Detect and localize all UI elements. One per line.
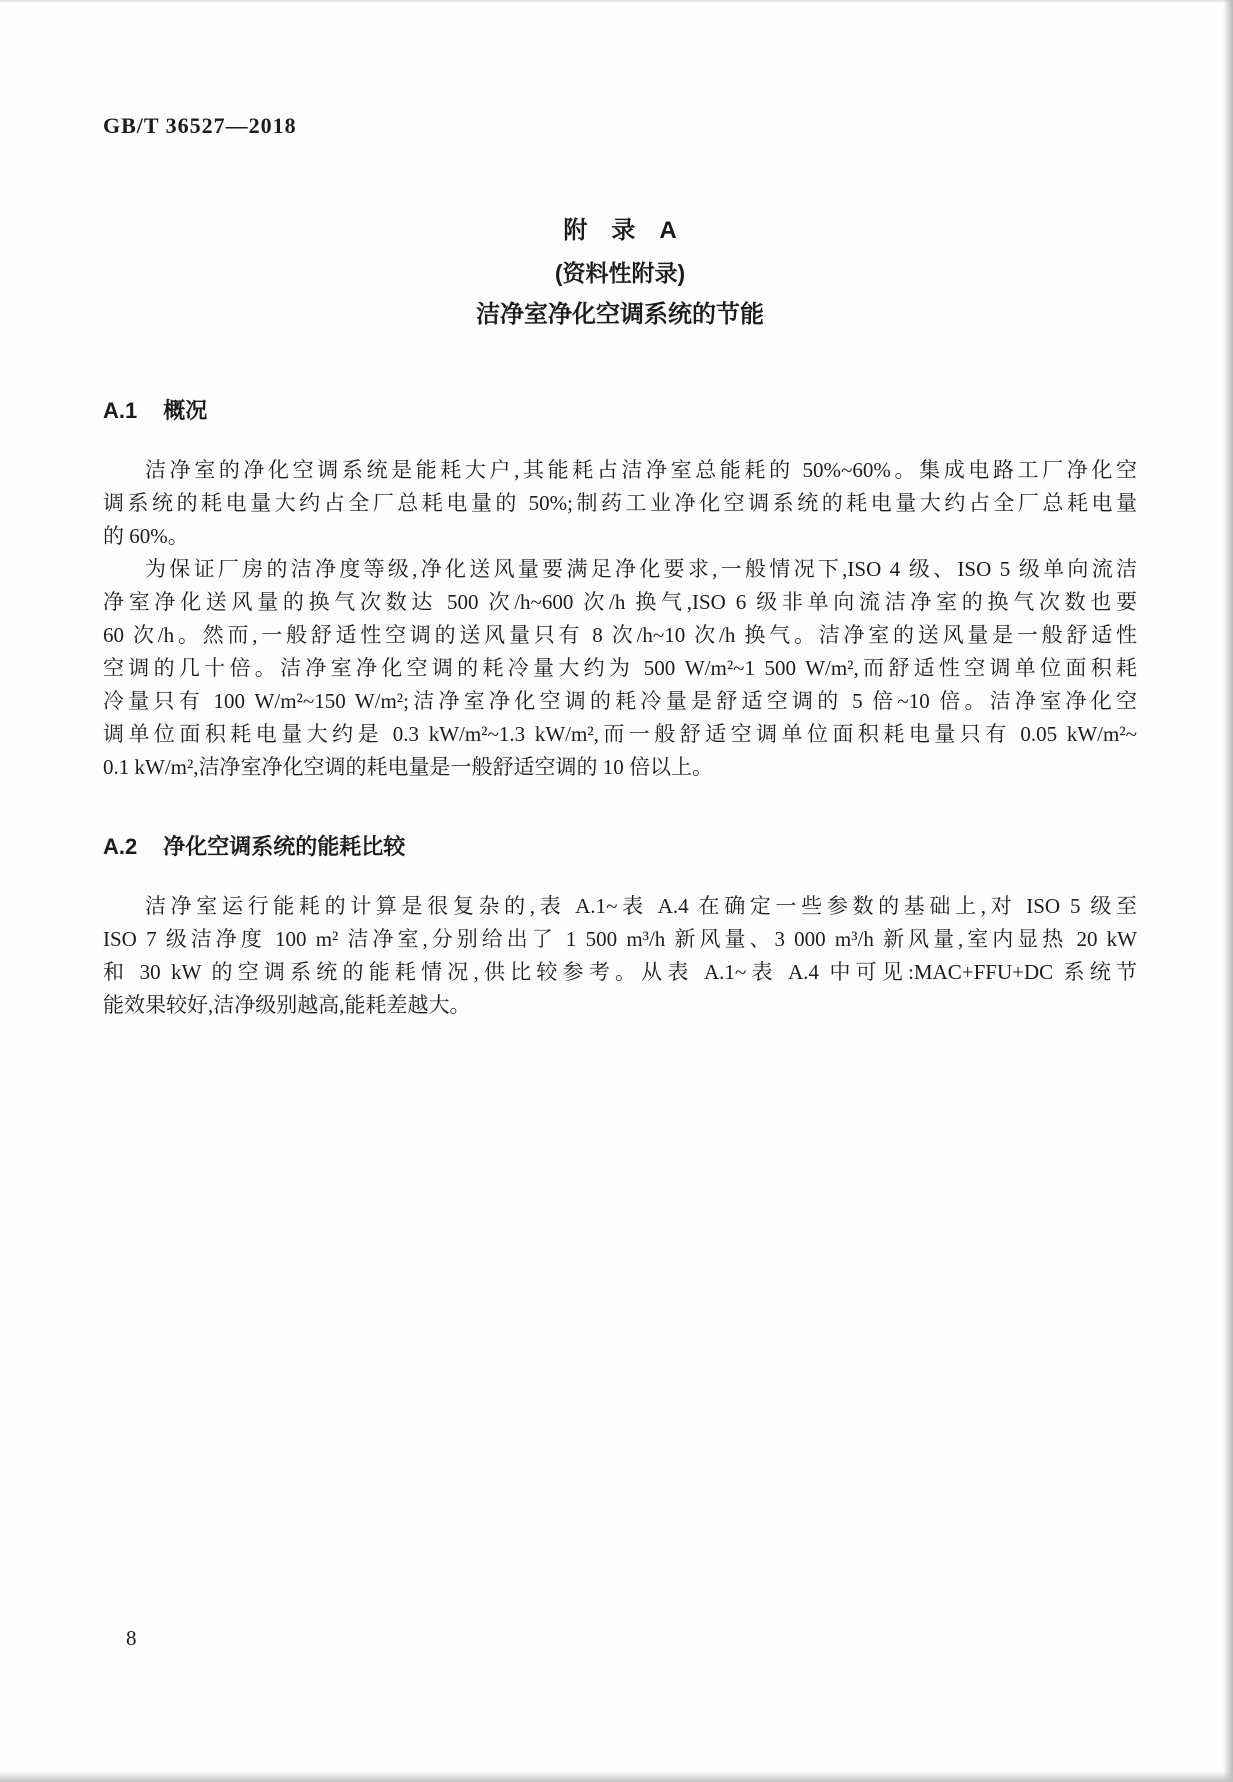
- section-heading-a1: [103, 394, 1137, 428]
- text-line: 60 次/h。然而,一般舒适性空调的送风量只有 8 次/h~10 次/h 换气。洁净室的送风量是一般舒适性: [103, 623, 1137, 647]
- paragraph: [103, 553, 1137, 784]
- text-line: ISO 7 级洁净度 100 m² 洁净室,分别给出了 1 500 m³/h 新风量、3 000 m³/h 新风量,室内显热 20 kW: [103, 927, 1137, 951]
- page-number: 8: [126, 1626, 137, 1650]
- appendix-title: 附 录 A: [563, 217, 677, 244]
- scan-edge-right: [1223, 0, 1233, 1782]
- paragraph: [103, 890, 1137, 1022]
- text-line: 的 60%。: [103, 524, 189, 548]
- page-content: [103, 112, 1137, 1022]
- text-line: 洁净室运行能耗的计算是很复杂的,表 A.1~表 A.4 在确定一些参数的基础上,对 ISO 5 级至: [145, 894, 1137, 918]
- section-number: A.2: [103, 834, 138, 859]
- section-heading-a2: [103, 830, 1137, 864]
- scan-edge-top: [0, 0, 1233, 3]
- appendix-heading: 洁净室净化空调系统的节能: [476, 301, 764, 328]
- text-line: 调系统的耗电量大约占全厂总耗电量的 50%;制药工业净化空调系统的耗电量大约占全厂总耗电量: [103, 491, 1137, 515]
- text-line: 净室净化送风量的换气次数达 500 次/h~600 次/h 换气,ISO 6 级非单向流洁净室的换气次数也要: [103, 590, 1137, 614]
- section-title: 净化空调系统的能耗比较: [163, 834, 406, 859]
- section-a1-body: [103, 454, 1137, 784]
- text-line: 调单位面积耗电量大约是 0.3 kW/m²~1.3 kW/m²,而一般舒适空调单位面积耗电量只有 0.05 kW/m²~: [103, 722, 1137, 746]
- text-line: 冷量只有 100 W/m²~150 W/m²;洁净室净化空调的耗冷量是舒适空调的 5 倍~10 倍。洁净室净化空: [103, 689, 1137, 713]
- text-line: 空调的几十倍。洁净室净化空调的耗冷量大约为 500 W/m²~1 500 W/m²,而舒适性空调单位面积耗: [103, 656, 1137, 680]
- section-number: A.1: [103, 398, 138, 423]
- text-line: 能效果较好,洁净级别越高,能耗差越大。: [103, 993, 471, 1017]
- scan-edge-bottom: [0, 1771, 1233, 1782]
- text-line: 0.1 kW/m²,洁净室净化空调的耗电量是一般舒适空调的 10 倍以上。: [103, 755, 714, 779]
- text-line: 为保证厂房的洁净度等级,净化送风量要满足净化要求,一般情况下,ISO 4 级、ISO 5 级单向流洁: [145, 557, 1137, 581]
- appendix-subtitle: (资料性附录): [554, 260, 686, 286]
- paragraph: [103, 454, 1137, 553]
- text-line: 洁净室的净化空调系统是能耗大户,其能耗占洁净室总能耗的 50%~60%。集成电路工厂净化空: [145, 458, 1137, 482]
- appendix-title-block: [103, 214, 1137, 332]
- text-line: 和 30 kW 的空调系统的能耗情况,供比较参考。从表 A.1~表 A.4 中可见:MAC+FFU+DC 系统节: [103, 960, 1137, 984]
- standard-number: GB/T 36527—2018: [103, 113, 297, 138]
- section-a2-body: [103, 890, 1137, 1022]
- section-title: 概况: [163, 398, 208, 423]
